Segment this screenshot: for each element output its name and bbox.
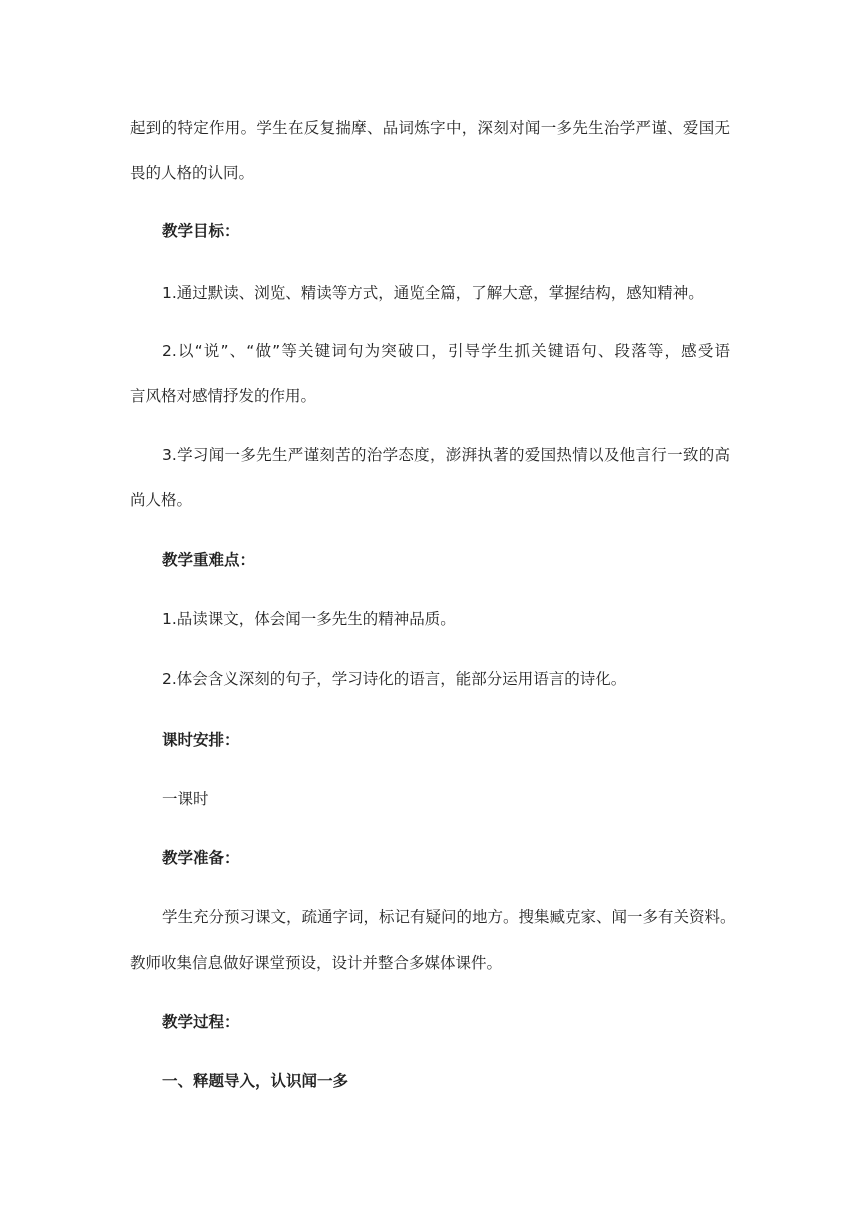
goal-item-2-end: 言风格对感情抒发的作用。 — [130, 387, 317, 405]
intro-paragraph-end — [130, 164, 730, 183]
intro-line-1: 起到的特定作用。学生在反复揣摩、品词炼字中，深刻对闻一多先生治学严谨、爱国无 — [130, 119, 730, 137]
goal-item-3-end: 尚人格。 — [130, 491, 193, 509]
schedule-value: 一课时 — [162, 790, 209, 808]
process-step-1: 一、释题导入，认识闻一多 — [162, 1072, 349, 1090]
goal-item-3: 3.学习闻一多先生严谨刻苦的治学态度，澎湃执著的爱国热情以及他言行一致的高 — [162, 446, 730, 464]
key-points-heading: 教学重难点： — [162, 551, 256, 569]
goal-item-2: 2.以“说”、“做”等关键词句为突破口，引导学生抓关键语句、段落等，感受语 — [162, 342, 730, 360]
process-heading: 教学过程： — [162, 1013, 240, 1031]
preparation-paragraph: 学生充分预习课文，疏通字词，标记有疑问的地方。搜集臧克家、闻一多有关资料。 — [162, 908, 736, 926]
intro-line-2: 畏的人格的认同。 — [130, 164, 255, 182]
preparation-heading: 教学准备： — [162, 849, 240, 867]
intro-paragraph — [130, 119, 730, 138]
key-point-item-2: 2.体会含义深刻的句子，学习诗化的语言，能部分运用语言的诗化。 — [162, 670, 627, 688]
goals-heading: 教学目标： — [162, 222, 240, 240]
goal-item-1: 1.通过默读、浏览、精读等方式，通览全篇，了解大意，掌握结构，感知精神。 — [162, 284, 704, 302]
key-point-item-1: 1.品读课文，体会闻一多先生的精神品质。 — [162, 610, 456, 628]
preparation-paragraph-end: 教师收集信息做好课堂预设，设计并整合多媒体课件。 — [130, 954, 503, 972]
schedule-heading: 课时安排： — [162, 731, 240, 749]
